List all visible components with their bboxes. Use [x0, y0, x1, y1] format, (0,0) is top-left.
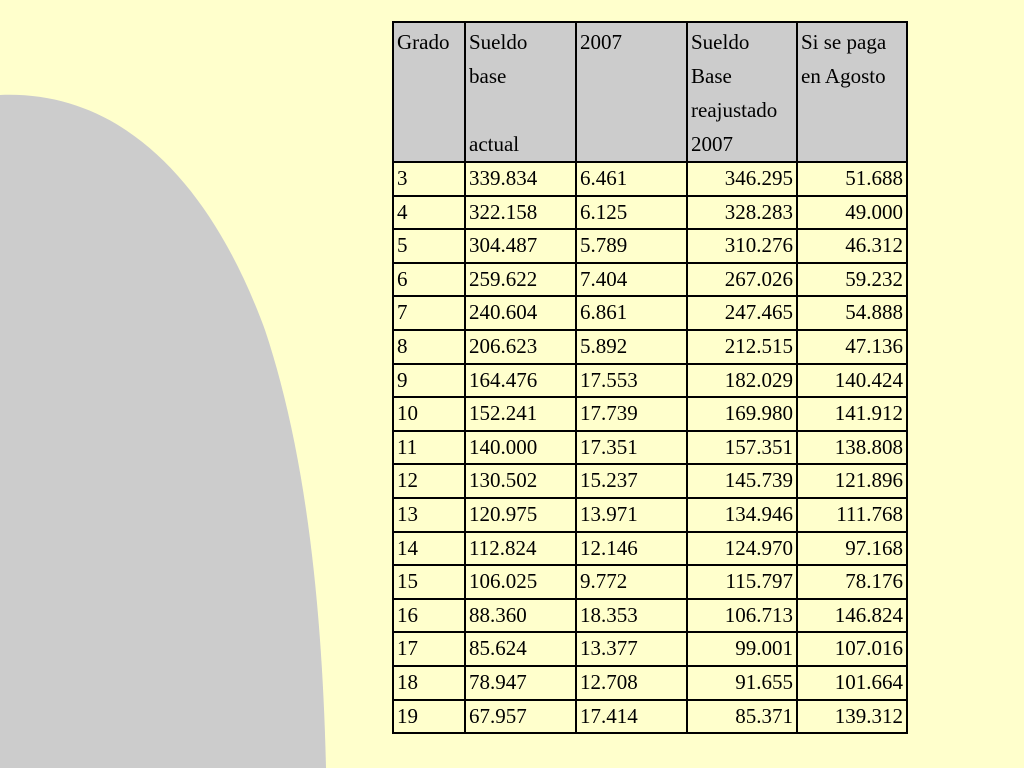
- cell-2007: 7.404: [576, 263, 687, 297]
- cell-sueldo-base: 164.476: [465, 364, 576, 398]
- cell-pago-agosto: 46.312: [797, 229, 907, 263]
- cell-grado: 19: [393, 700, 465, 734]
- cell-sueldo-base: 88.360: [465, 599, 576, 633]
- cell-pago-agosto: 78.176: [797, 565, 907, 599]
- header-line: 2007: [580, 30, 622, 54]
- cell-sueldo-base: 130.502: [465, 464, 576, 498]
- cell-2007: 9.772: [576, 565, 687, 599]
- cell-grado: 13: [393, 498, 465, 532]
- cell-grado: 16: [393, 599, 465, 633]
- header-line: Si se paga: [801, 30, 887, 54]
- cell-sueldo-reajustado: 145.739: [687, 464, 797, 498]
- cell-sueldo-reajustado: 99.001: [687, 632, 797, 666]
- cell-pago-agosto: 121.896: [797, 464, 907, 498]
- cell-2007: 13.971: [576, 498, 687, 532]
- cell-2007: 18.353: [576, 599, 687, 633]
- cell-2007: 5.892: [576, 330, 687, 364]
- cell-pago-agosto: 49.000: [797, 196, 907, 230]
- table-row: [393, 666, 907, 700]
- salary-table: [392, 21, 908, 734]
- cell-pago-agosto: 97.168: [797, 532, 907, 566]
- cell-2007: 13.377: [576, 632, 687, 666]
- header-line: 2007: [691, 132, 733, 156]
- cell-sueldo-reajustado: 247.465: [687, 296, 797, 330]
- cell-grado: 15: [393, 565, 465, 599]
- cell-grado: 14: [393, 532, 465, 566]
- cell-pago-agosto: 59.232: [797, 263, 907, 297]
- cell-pago-agosto: 101.664: [797, 666, 907, 700]
- cell-grado: 4: [393, 196, 465, 230]
- cell-2007: 17.739: [576, 397, 687, 431]
- cell-sueldo-base: 67.957: [465, 700, 576, 734]
- table-row: [393, 532, 907, 566]
- cell-sueldo-base: 304.487: [465, 229, 576, 263]
- cell-pago-agosto: 138.808: [797, 431, 907, 465]
- header-line: [469, 93, 572, 127]
- table-row: [393, 397, 907, 431]
- header-line: actual: [469, 132, 520, 156]
- table-row: [393, 330, 907, 364]
- header-sueldo-base-actual: [465, 22, 576, 162]
- cell-sueldo-base: 112.824: [465, 532, 576, 566]
- table-row: [393, 263, 907, 297]
- header-line: en Agosto: [801, 64, 886, 88]
- cell-sueldo-reajustado: 267.026: [687, 263, 797, 297]
- cell-2007: 6.861: [576, 296, 687, 330]
- header-row: [393, 22, 907, 162]
- cell-2007: 17.553: [576, 364, 687, 398]
- cell-pago-agosto: 141.912: [797, 397, 907, 431]
- cell-2007: 5.789: [576, 229, 687, 263]
- header-line: Sueldo: [469, 30, 528, 54]
- header-grado: [393, 22, 465, 162]
- cell-sueldo-reajustado: 212.515: [687, 330, 797, 364]
- cell-2007: 12.146: [576, 532, 687, 566]
- cell-sueldo-base: 259.622: [465, 263, 576, 297]
- cell-sueldo-base: 140.000: [465, 431, 576, 465]
- cell-sueldo-base: 339.834: [465, 162, 576, 196]
- cell-sueldo-base: 85.624: [465, 632, 576, 666]
- cell-pago-agosto: 54.888: [797, 296, 907, 330]
- cell-sueldo-base: 206.623: [465, 330, 576, 364]
- header-2007: [576, 22, 687, 162]
- cell-sueldo-base: 120.975: [465, 498, 576, 532]
- cell-pago-agosto: 51.688: [797, 162, 907, 196]
- header-line: Base: [691, 64, 732, 88]
- cell-grado: 17: [393, 632, 465, 666]
- cell-grado: 12: [393, 464, 465, 498]
- cell-2007: 12.708: [576, 666, 687, 700]
- cell-2007: 17.414: [576, 700, 687, 734]
- table-row: [393, 431, 907, 465]
- table-row: [393, 296, 907, 330]
- cell-grado: 10: [393, 397, 465, 431]
- table-row: [393, 498, 907, 532]
- table-row: [393, 700, 907, 734]
- cell-grado: 18: [393, 666, 465, 700]
- cell-sueldo-reajustado: 91.655: [687, 666, 797, 700]
- header-sueldo-base-reajustado: [687, 22, 797, 162]
- table-row: [393, 229, 907, 263]
- cell-sueldo-base: 240.604: [465, 296, 576, 330]
- cell-sueldo-base: 322.158: [465, 196, 576, 230]
- salary-table-header: [393, 22, 907, 162]
- cell-sueldo-reajustado: 169.980: [687, 397, 797, 431]
- cell-sueldo-reajustado: 346.295: [687, 162, 797, 196]
- table-row: [393, 364, 907, 398]
- cell-grado: 5: [393, 229, 465, 263]
- cell-sueldo-base: 152.241: [465, 397, 576, 431]
- cell-sueldo-base: 106.025: [465, 565, 576, 599]
- cell-2007: 6.461: [576, 162, 687, 196]
- cell-sueldo-reajustado: 310.276: [687, 229, 797, 263]
- table-row: [393, 464, 907, 498]
- table-row: [393, 162, 907, 196]
- cell-sueldo-reajustado: 85.371: [687, 700, 797, 734]
- cell-pago-agosto: 146.824: [797, 599, 907, 633]
- table-row: [393, 565, 907, 599]
- header-line: Sueldo: [691, 30, 750, 54]
- gray-arc-shape: [0, 95, 326, 768]
- cell-grado: 11: [393, 431, 465, 465]
- cell-sueldo-reajustado: 106.713: [687, 599, 797, 633]
- cell-2007: 15.237: [576, 464, 687, 498]
- cell-grado: 6: [393, 263, 465, 297]
- cell-sueldo-base: 78.947: [465, 666, 576, 700]
- table-row: [393, 599, 907, 633]
- cell-pago-agosto: 47.136: [797, 330, 907, 364]
- cell-grado: 9: [393, 364, 465, 398]
- table-row: [393, 196, 907, 230]
- header-line: base: [469, 64, 507, 88]
- header-line: Grado: [397, 30, 450, 54]
- cell-grado: 8: [393, 330, 465, 364]
- cell-pago-agosto: 140.424: [797, 364, 907, 398]
- cell-sueldo-reajustado: 124.970: [687, 532, 797, 566]
- cell-sueldo-reajustado: 328.283: [687, 196, 797, 230]
- cell-grado: 3: [393, 162, 465, 196]
- header-pago-agosto: [797, 22, 907, 162]
- table-row: [393, 632, 907, 666]
- cell-2007: 17.351: [576, 431, 687, 465]
- cell-2007: 6.125: [576, 196, 687, 230]
- cell-pago-agosto: 111.768: [797, 498, 907, 532]
- cell-sueldo-reajustado: 182.029: [687, 364, 797, 398]
- cell-sueldo-reajustado: 134.946: [687, 498, 797, 532]
- cell-sueldo-reajustado: 157.351: [687, 431, 797, 465]
- salary-table-body: [393, 162, 907, 733]
- cell-grado: 7: [393, 296, 465, 330]
- cell-pago-agosto: 139.312: [797, 700, 907, 734]
- cell-pago-agosto: 107.016: [797, 632, 907, 666]
- header-line: reajustado: [691, 98, 778, 122]
- cell-sueldo-reajustado: 115.797: [687, 565, 797, 599]
